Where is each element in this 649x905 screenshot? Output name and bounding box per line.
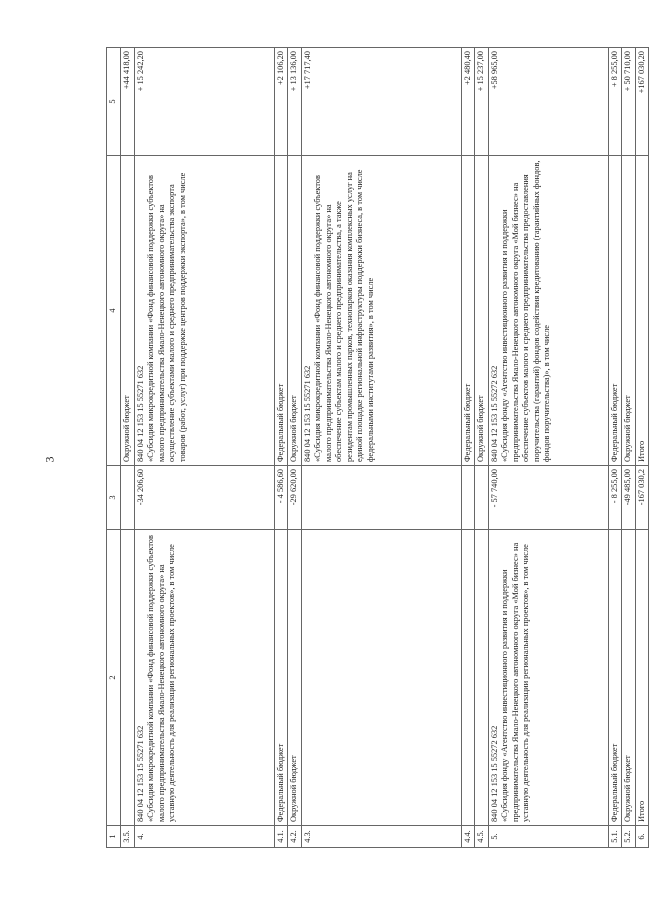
- row-number: 5.2.: [622, 826, 636, 848]
- table-header-row: [107, 48, 121, 848]
- row-left-cell: [134, 530, 274, 826]
- header-col-4: 4: [107, 156, 121, 466]
- budget-code: 840 04 12 153 15 55272 632: [489, 365, 499, 462]
- header-col-2: 2: [107, 530, 121, 826]
- row-amount: - 4 586,60: [274, 466, 288, 530]
- table-row: [475, 48, 489, 848]
- table-row: [488, 48, 608, 848]
- row-number: 3.5.: [121, 826, 135, 848]
- table-row: [622, 48, 636, 848]
- table-row: [635, 48, 649, 848]
- row-right-cell: [134, 156, 274, 466]
- page-number: 3: [42, 456, 57, 463]
- header-col-3: 3: [107, 466, 121, 530]
- row-number: 4.3.: [301, 826, 461, 848]
- row-change: + 13 136,00: [288, 48, 302, 156]
- row-amount: -34 206,60: [134, 466, 274, 530]
- row-left-text: Окружной бюджет: [622, 530, 636, 826]
- row-amount: [121, 466, 135, 530]
- row-right-cell: [301, 156, 461, 466]
- row-number: 6.: [635, 826, 649, 848]
- row-number: 4.: [134, 826, 274, 848]
- row-left-text: Итого: [635, 530, 649, 826]
- row-right-text: Окружной бюджет: [475, 156, 489, 466]
- table-row: [461, 48, 475, 848]
- row-right-text: Окружной бюджет: [121, 156, 135, 466]
- row-right-text: Окружной бюджет: [622, 156, 636, 466]
- table-row: [134, 48, 274, 848]
- row-amount: -167 030,2: [635, 466, 649, 530]
- budget-code: 840 04 12 153 15 55271 632: [135, 725, 145, 822]
- budget-changes-table: [106, 47, 649, 848]
- row-number: 4.5.: [475, 826, 489, 848]
- row-amount: [461, 466, 475, 530]
- row-right-text: Федеральный бюджет: [274, 156, 288, 466]
- row-left-text: [475, 530, 489, 826]
- budget-code: 840 04 12 153 15 55271 632: [135, 365, 145, 462]
- row-left-cell: [488, 530, 608, 826]
- row-change: +2 480,40: [461, 48, 475, 156]
- row-change: + 15 242,20: [134, 48, 274, 156]
- row-change: +2 106,20: [274, 48, 288, 156]
- table-row: [121, 48, 135, 848]
- row-change: + 8 255,00: [608, 48, 622, 156]
- table-row: [301, 48, 461, 848]
- row-left-text: Федеральный бюджет: [274, 530, 288, 826]
- row-left-text: Федеральный бюджет: [608, 530, 622, 826]
- row-left-text: «Субсидия микрокредитной компании «Фонд финансовой поддержки субъектов малого предпринимательства Ямало-Ненецкого автономного округа» на уставную деятельность для реализации региональных проектов», в том числе: [146, 535, 176, 822]
- row-right-cell: [488, 156, 608, 466]
- row-right-text: Федеральный бюджет: [461, 156, 475, 466]
- row-right-text: Федеральный бюджет: [608, 156, 622, 466]
- row-left-text: [301, 530, 461, 826]
- row-change: +58 965,00: [488, 48, 608, 156]
- row-left-text: [121, 530, 135, 826]
- row-amount: -29 620,00: [288, 466, 302, 530]
- row-amount: [475, 466, 489, 530]
- row-right-text: «Субсидия микрокредитной компании «Фонд финансовой поддержки субъектов малого предпринимательства Ямало-Ненецкого автономного округа» на осуществление субъектами малого и среднего предпринимательства экспорта товаров (работ, услуг) при поддержке центров поддержки экспорта», в том числе: [146, 172, 187, 462]
- row-left-text: «Субсидия фонду «Агентство инвестиционного развития и поддержки предпринимательства Ямало-Ненецкого автономного округа «Мой бизнес» на уставную деятельность для реализации региональных проектов», в том числе: [500, 542, 530, 822]
- row-change: + 15 237,00: [475, 48, 489, 156]
- row-number: 4.4.: [461, 826, 475, 848]
- row-number: 4.2.: [288, 826, 302, 848]
- budget-code: 840 04 12 153 15 55271 632: [302, 365, 312, 462]
- row-number: 5.1.: [608, 826, 622, 848]
- row-left-text: [461, 530, 475, 826]
- row-change: + 50 710,00: [622, 48, 636, 156]
- row-amount: - 8 255,00: [608, 466, 622, 530]
- row-right-text: «Субсидия микрокредитной компании «Фонд финансовой поддержки субъектов малого предпринимательства Ямало-Ненецкого автономного округа» на обеспечение субъектам малого и среднего предпринимательства, а также резидентам промышленных парков, технопарков оказания комплексных услуг на единой площадке региональной инфраструктуры поддержки бизнеса, в том числе федеральными институтами развития», в том числе: [313, 169, 375, 462]
- row-left-text: Окружной бюджет: [288, 530, 302, 826]
- row-amount: [301, 466, 461, 530]
- row-amount: -49 485,00: [622, 466, 636, 530]
- row-number: 5.: [488, 826, 608, 848]
- row-right-text: Итого: [635, 156, 649, 466]
- row-change: +167 030,20: [635, 48, 649, 156]
- table-row: [608, 48, 622, 848]
- row-change: +17 717,40: [301, 48, 461, 156]
- row-right-text: Окружной бюджет: [288, 156, 302, 466]
- row-number: 4.1.: [274, 826, 288, 848]
- row-right-text: «Субсидия фонду «Агентство инвестиционного развития и поддержки предпринимательства Ямало-Ненецкого автономного округа «Мой бизнес» на обеспечение субъектов малого и среднего предпринимательства предоставления поручительства (гарантий) фондов содействия кредитованию (гарантийных фондов, фондов поручительства)», в том числе: [500, 160, 551, 462]
- table-row: [288, 48, 302, 848]
- table-row: [274, 48, 288, 848]
- row-change: +44 418,00: [121, 48, 135, 156]
- row-amount: - 57 740,00: [488, 466, 608, 530]
- header-col-5: 5: [107, 48, 121, 156]
- budget-code: 840 04 12 153 15 55272 632: [489, 725, 499, 822]
- header-col-1: 1: [107, 826, 121, 848]
- rotated-table-container: [106, 48, 646, 848]
